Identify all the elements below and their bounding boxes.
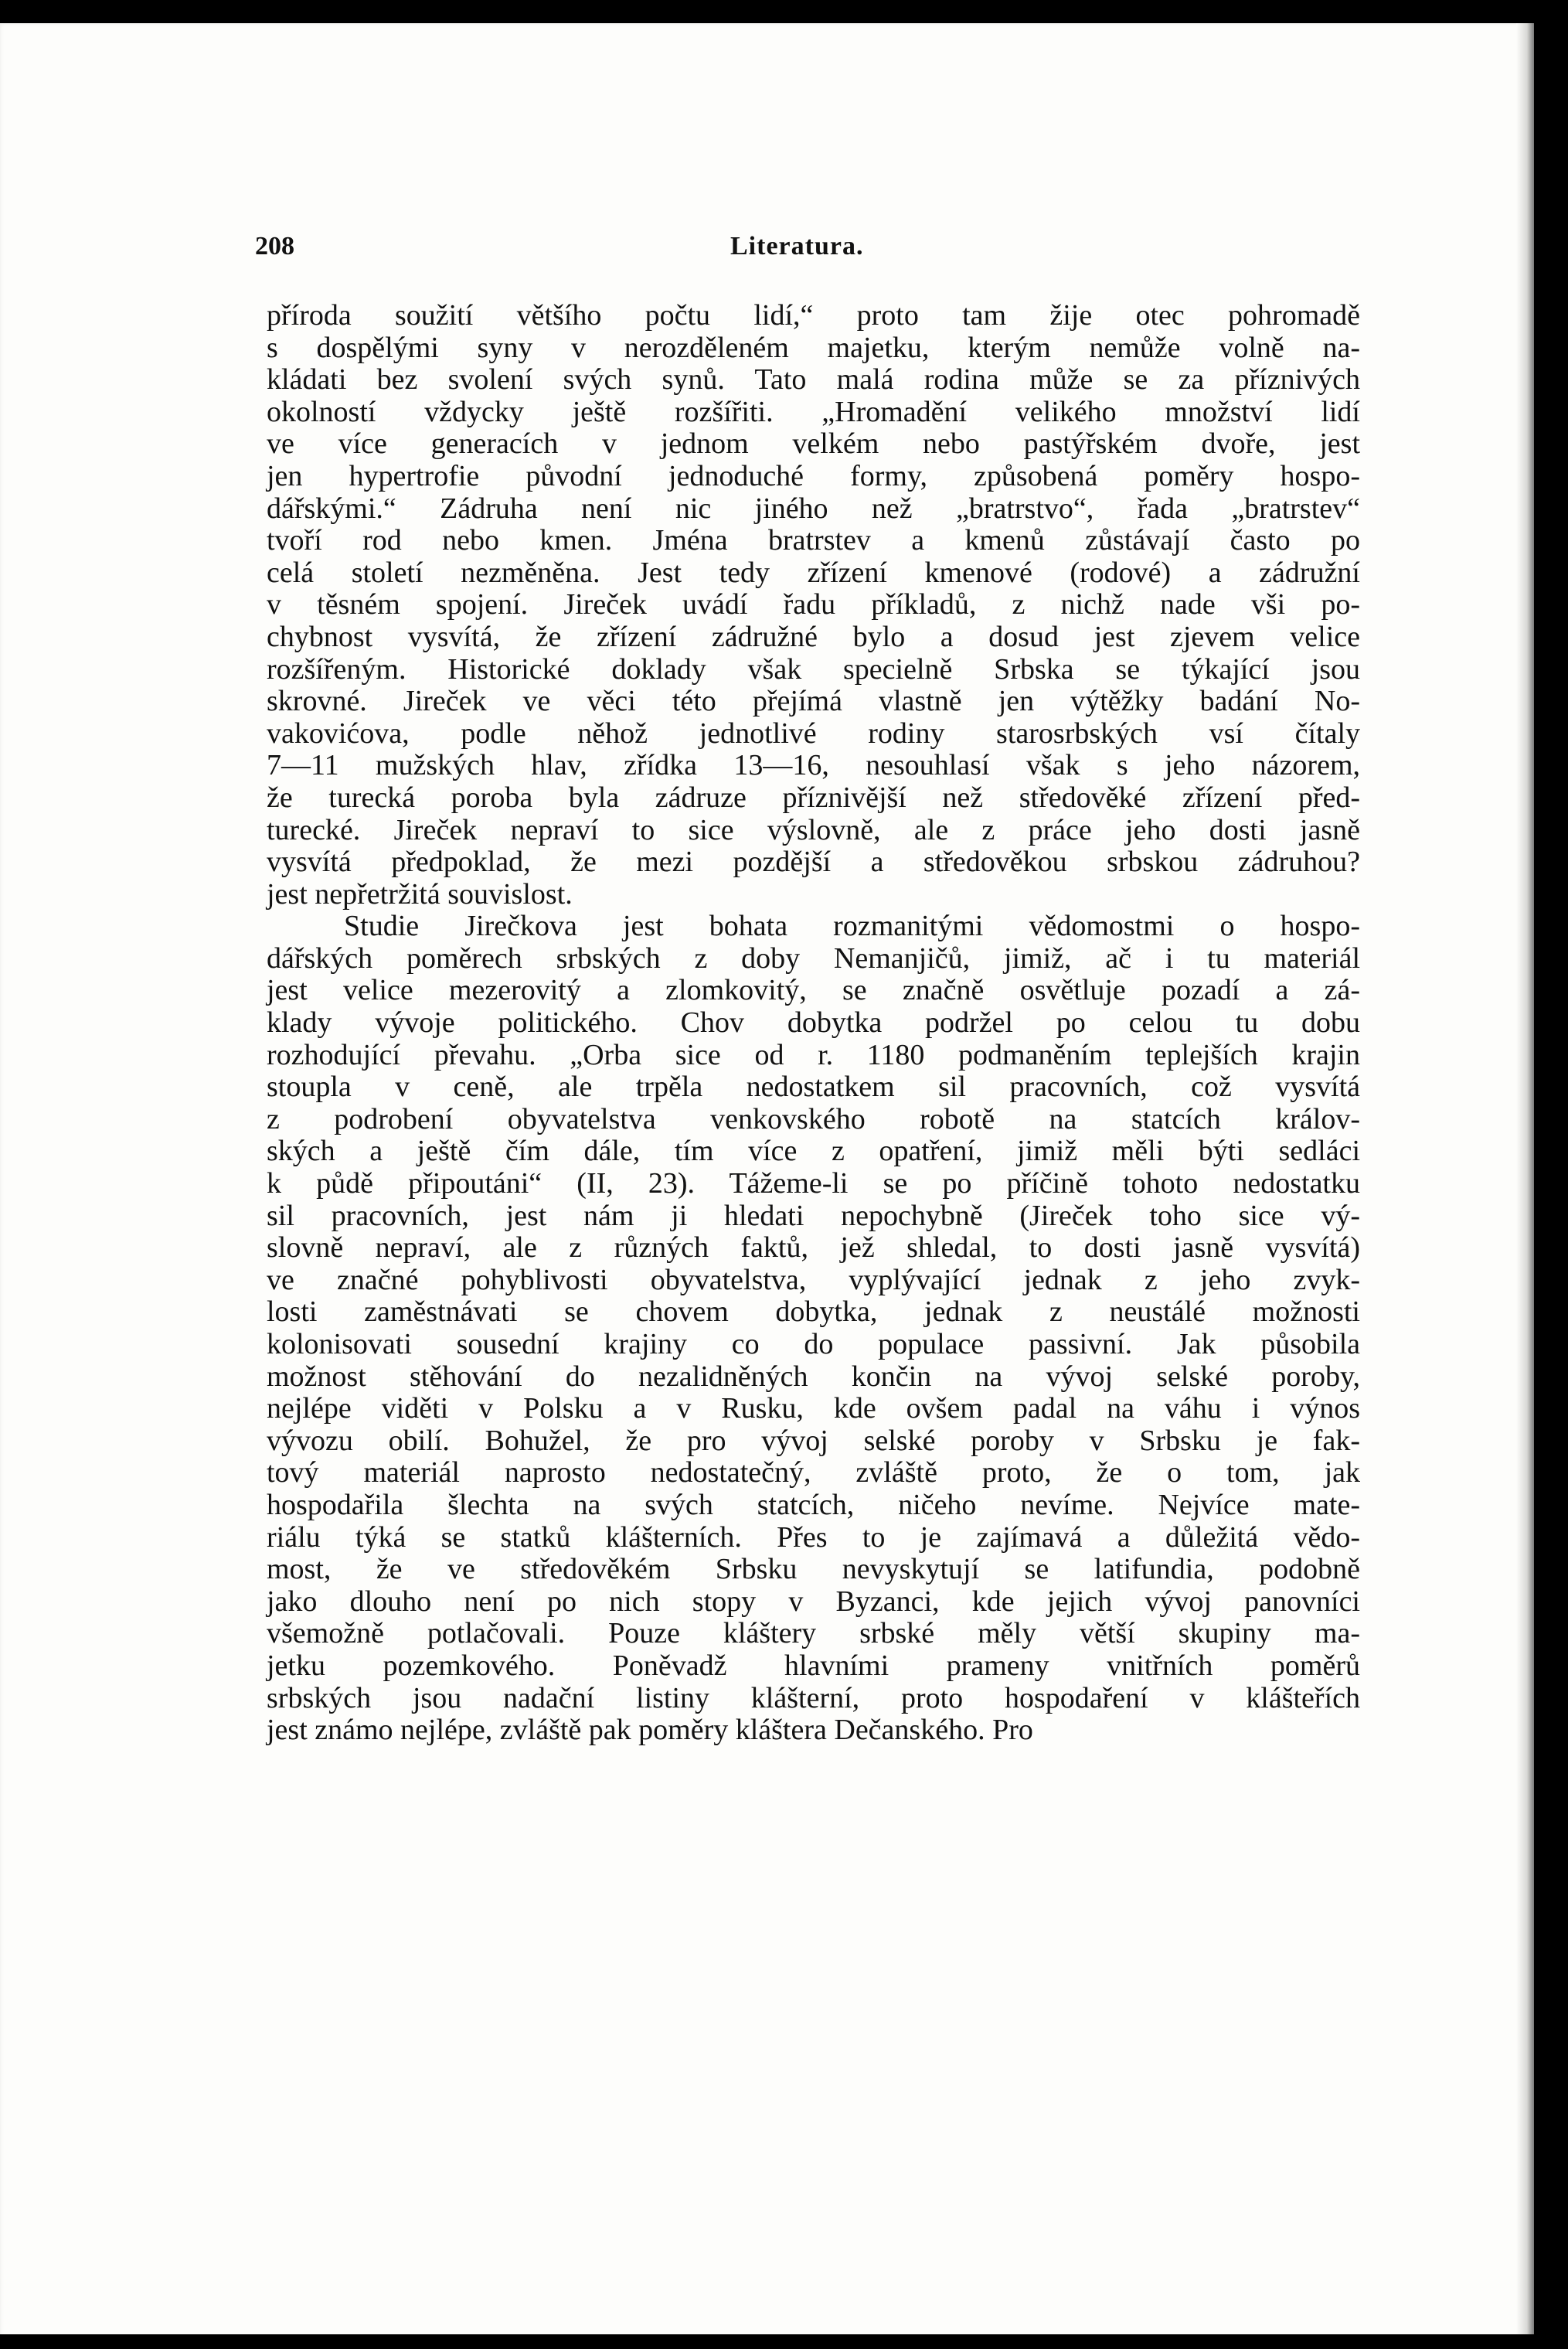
text-line: ských a ještě čím dále, tím více z opatření, jimiž měli býti sedláci bbox=[267, 1135, 1360, 1168]
text-line: s dospělými syny v nerozděleném majetku, kterým nemůže volně na- bbox=[267, 331, 1360, 364]
text-line: stoupla v ceně, ale trpěla nedostatkem sil pracovních, což vysvítá bbox=[267, 1071, 1360, 1104]
text-line: celá století nezměněna. Jest tedy zřízení kmenové (rodové) a zádružní bbox=[267, 556, 1360, 589]
page-header bbox=[255, 232, 1360, 271]
text-line: rozšířeným. Historické doklady však specielně Srbska se týkající jsou bbox=[267, 652, 1360, 686]
body-text bbox=[267, 300, 1360, 1747]
text-line: srbských jsou nadační listiny klášterní, proto hospodaření v klášteřích bbox=[267, 1681, 1360, 1714]
text-line: tový materiál naprosto nedostatečný, zvláště proto, že o tom, jak bbox=[267, 1456, 1360, 1489]
text-line: turecké. Jireček nepraví to sice výslovně, ale z práce jeho dosti jasně bbox=[267, 813, 1360, 846]
text-line: všemožně potlačovali. Pouze kláštery srbské měly větší skupiny ma- bbox=[267, 1617, 1360, 1650]
page-edge-shadow bbox=[1516, 23, 1534, 2338]
text-line: nejlépe viděti v Polsku a v Rusku, kde ovšem padal na váhu i výnos bbox=[267, 1392, 1360, 1425]
text-line: vakovićova, podle něhož jednotlivé rodiny starosrbských vsí čítaly bbox=[267, 717, 1360, 750]
text-line: Studie Jirečkova jest bohata rozmanitými vědomostmi o hospo- bbox=[344, 910, 1360, 943]
text-line: jen hypertrofie původní jednoduché formy, způsobená poměry hospo- bbox=[267, 459, 1360, 492]
paragraph bbox=[267, 300, 1360, 911]
text-line: jetku pozemkového. Poněvadž hlavními prameny vnitřních poměrů bbox=[267, 1649, 1360, 1682]
text-line: jest velice mezerovitý a zlomkovitý, se značně osvětluje pozadí a zá- bbox=[267, 974, 1360, 1007]
text-line: skrovné. Jireček ve věci této přejímá vlastně jen výtěžky badání No- bbox=[267, 685, 1360, 718]
text-line: vývozu obilí. Bohužel, že pro vývoj selské poroby v Srbsku je fak- bbox=[267, 1424, 1360, 1457]
paragraph bbox=[267, 911, 1360, 1746]
text-line: chybnost vysvítá, že zřízení zádružné bylo a dosud jest zjevem velice bbox=[267, 620, 1360, 653]
text-line: kolonisovati sousední krajiny co do populace passivní. Jak působila bbox=[267, 1328, 1360, 1360]
text-line: ve značné pohyblivosti obyvatelstva, vyplývající jednak z jeho zvyk- bbox=[267, 1263, 1360, 1296]
text-line: jest nepřetržitá souvislost. bbox=[267, 877, 573, 911]
text-line: klady vývoje politického. Chov dobytka podržel po celou tu dobu bbox=[267, 1006, 1360, 1040]
text-line: že turecká poroba byla zádruze příznivější než středověké zřízení před- bbox=[267, 781, 1360, 814]
text-line: kládati bez svolení svých synů. Tato malá rodina může se za příznivých bbox=[267, 363, 1360, 397]
text-line: sil pracovních, jest nám ji hledati nepochybně (Jireček toho sice vý- bbox=[267, 1199, 1360, 1232]
text-line: jako dlouho není po nich stopy v Byzanci, kde jejich vývoj panovníci bbox=[267, 1585, 1360, 1618]
text-line: příroda soužití většího počtu lidí,“ proto tam žije otec pohromadě bbox=[267, 299, 1360, 332]
text-line: vysvítá předpoklad, že mezi pozdější a středověkou srbskou zádruhou? bbox=[267, 846, 1360, 879]
text-line: z podrobení obyvatelstva venkovského robotě na statcích králov- bbox=[267, 1102, 1360, 1135]
text-line: možnost stěhování do nezalidněných končin na vývoj selské poroby, bbox=[267, 1360, 1360, 1393]
text-line: hospodařila šlechta na svých statcích, ničeho nevíme. Nejvíce mate- bbox=[267, 1488, 1360, 1521]
scan-border bbox=[0, 2334, 1568, 2349]
text-line: most, že ve středověkém Srbsku nevyskytují se latifundia, podobně bbox=[267, 1553, 1360, 1586]
text-line: rozhodující převahu. „Orba sice od r. 1180 podmaněním teplejších krajin bbox=[267, 1038, 1360, 1071]
text-line: dářskými.“ Zádruha není nic jiného než „bratrstvo“, řada „bratrstev“ bbox=[267, 492, 1360, 525]
text-line: ve více generacích v jednom velkém nebo pastýřském dvoře, jest bbox=[267, 427, 1360, 461]
text-line: 7—11 mužských hlav, zřídka 13—16, nesouhlasí však s jeho názorem, bbox=[267, 749, 1360, 782]
text-line: jest známo nejlépe, zvláště pak poměry kláštera Dečanského. Pro bbox=[267, 1714, 1033, 1747]
page-number: 208 bbox=[255, 232, 294, 260]
text-line: losti zaměstnávati se chovem dobytka, jednak z neustálé možnosti bbox=[267, 1295, 1360, 1329]
text-line: riálu týká se statků klášterních. Přes to je zajímavá a důležitá vědo- bbox=[267, 1520, 1360, 1554]
text-line: tvoří rod nebo kmen. Jména bratrstev a kmenů zůstávají často po bbox=[267, 524, 1360, 557]
text-line: okolností vždycky ještě rozšířiti. „Hromadění velikého množství lidí bbox=[267, 395, 1360, 428]
text-line: slovně nepraví, ale z různých faktů, jež shledal, to dosti jasně vysvítá) bbox=[267, 1231, 1360, 1265]
text-line: v těsném spojení. Jireček uvádí řadu příkladů, z nichž nade vši po- bbox=[267, 588, 1360, 621]
text-line: k půdě připoutáni“ (II, 23). Tážeme-li se po příčině tohoto nedostatku bbox=[267, 1167, 1360, 1200]
text-line: dářských poměrech srbských z doby Nemanjičů, jimiž, ač i tu materiál bbox=[267, 941, 1360, 975]
running-head: Literatura. bbox=[730, 232, 864, 260]
